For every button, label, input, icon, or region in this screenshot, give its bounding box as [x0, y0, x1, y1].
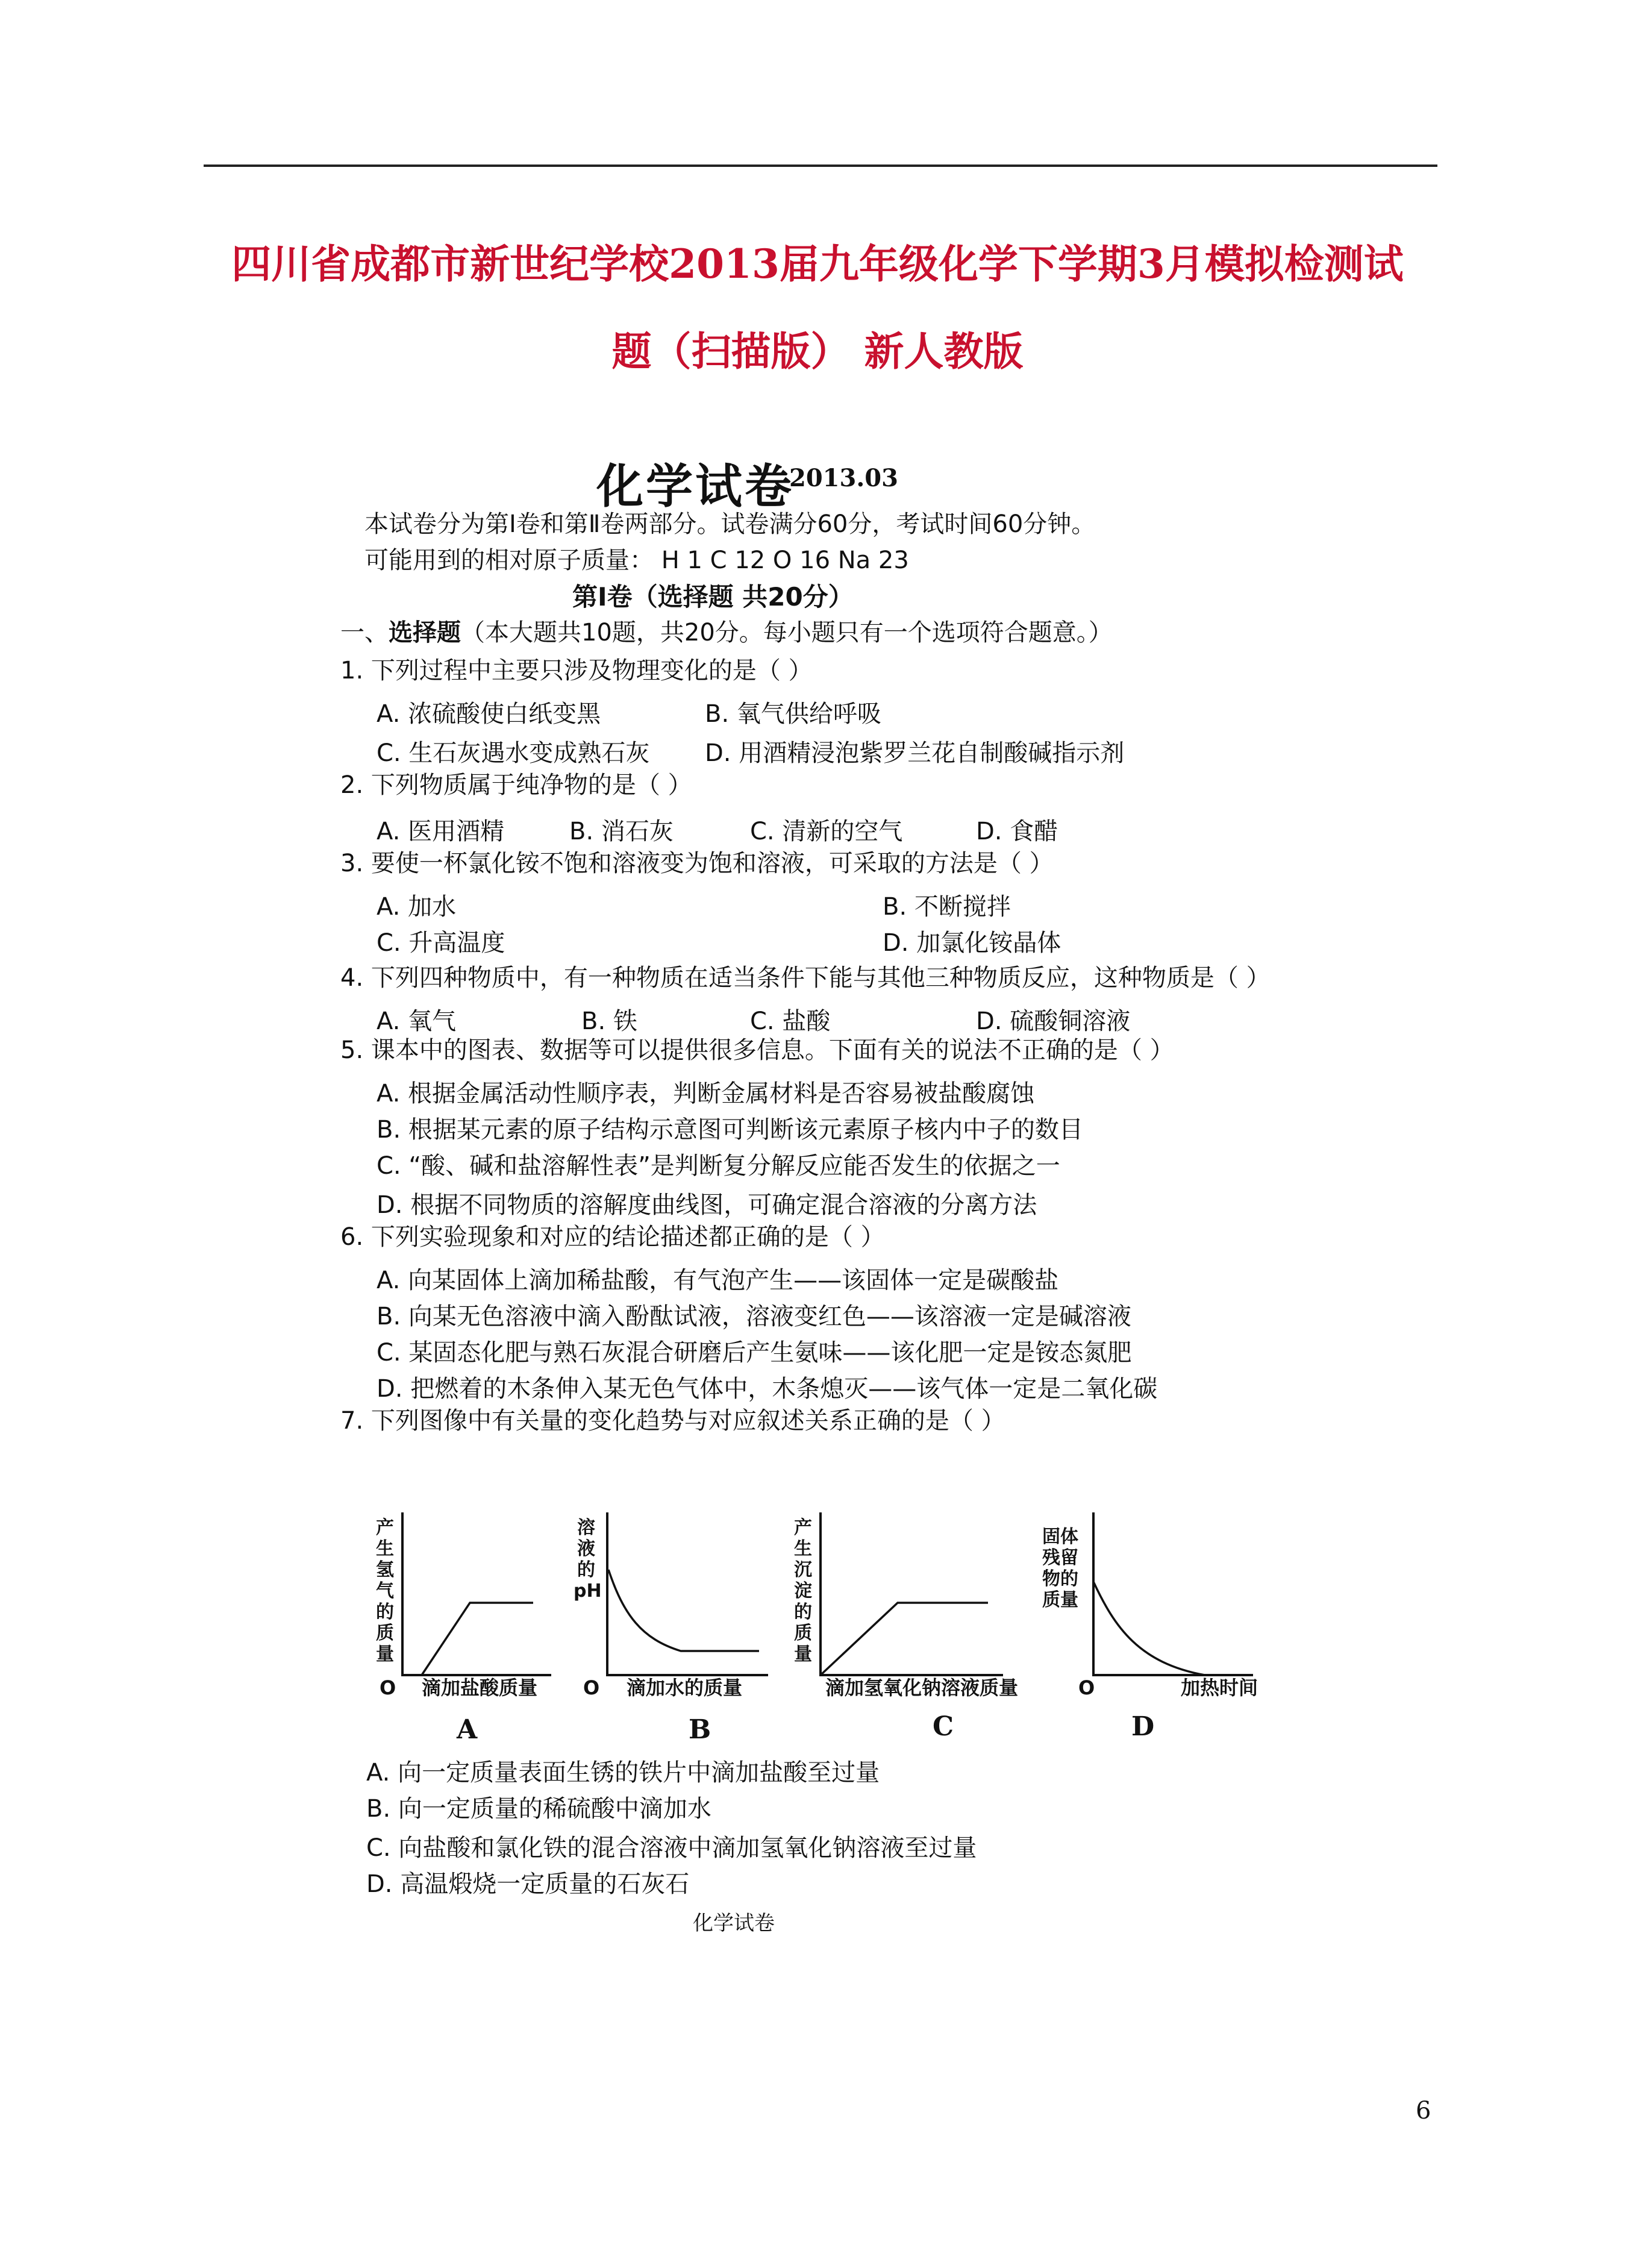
q6-option-c: C. 某固态化肥与熟石灰混合研磨后产生氨味——该化肥一定是铵态氮肥 [377, 1339, 1132, 1367]
q4-option-d: D. 硫酸铜溶液 [976, 1007, 1131, 1035]
q4-option-b: B. 铁 [581, 1007, 637, 1035]
chart-d-origin: O [1078, 1676, 1095, 1699]
exam-title: 化学试卷 [596, 459, 795, 514]
chart-d-axes [1093, 1512, 1253, 1675]
question-3-stem: 3. 要使一杯氯化铵不饱和溶液变为饱和溶液，可采取的方法是（ ） [340, 850, 1054, 877]
chart-c-ylabel-1: 产 [794, 1517, 812, 1538]
chart-c-label: C [933, 1711, 954, 1742]
chart-a-origin: O [380, 1676, 396, 1699]
chart-a [376, 1512, 551, 1699]
chart-a-ylabel-6: 质 [376, 1623, 394, 1644]
question-2-stem: 2. 下列物质属于纯净物的是（ ） [340, 771, 692, 799]
question-1-stem: 1. 下列过程中主要只涉及物理变化的是（ ） [340, 657, 813, 684]
chart-c-ylabel-5: 的 [794, 1602, 812, 1623]
page-footer: 化学试卷 [693, 1911, 775, 1935]
chart-d-ylabel-2: 残留 [1042, 1547, 1078, 1568]
q2-option-d: D. 食醋 [976, 818, 1058, 845]
q4-option-c: C. 盐酸 [750, 1007, 831, 1035]
chart-c-xlabel: 滴加氢氧化钠溶液质量 [825, 1676, 1019, 1699]
chart-d-label: D [1131, 1711, 1155, 1742]
question-7-stem: 7. 下列图像中有关量的变化趋势与对应叙述关系正确的是（ ） [340, 1407, 1005, 1435]
q1-option-a: A. 浓硫酸使白纸变黑 [377, 700, 601, 728]
q1-option-b: B. 氧气供给呼吸 [705, 700, 881, 728]
chart-a-axes [402, 1512, 551, 1675]
chart-c-ylabel-4: 淀 [794, 1580, 812, 1602]
chart-a-label: A [457, 1714, 478, 1745]
chart-b-ylabel-3: 的 [577, 1559, 595, 1580]
section-bold: 选择题 [389, 619, 461, 647]
q3-option-c: C. 升高温度 [377, 929, 505, 957]
chart-c-curve [821, 1603, 988, 1675]
q7-option-d: D. 高温煅烧一定质量的石灰石 [366, 1870, 690, 1898]
q5-option-d: D. 根据不同物质的溶解度曲线图，可确定混合溶液的分离方法 [377, 1191, 1037, 1219]
q5-option-a: A. 根据金属活动性顺序表，判断金属材料是否容易被盐酸腐蚀 [377, 1080, 1035, 1107]
part1-heading: 第Ⅰ卷（选择题 共20分） [572, 582, 854, 612]
chart-d-xlabel: 加热时间 [1181, 1676, 1258, 1699]
chart-d-ylabel-4: 质量 [1042, 1590, 1078, 1611]
chart-b-ylabel-2: 液 [577, 1538, 595, 1559]
chart-a-ylabel-5: 的 [376, 1602, 394, 1623]
chart-c-ylabel-3: 沉 [794, 1559, 812, 1580]
chart-c [794, 1512, 1018, 1699]
section-rest: （本大题共10题，共20分。每小题只有一个选项符合题意。） [461, 619, 1113, 647]
chart-c-ylabel-7: 量 [794, 1644, 812, 1665]
q1-option-c: C. 生石灰遇水变成熟石灰 [377, 739, 650, 767]
chart-b-label: B [689, 1714, 711, 1745]
q6-option-a: A. 向某固体上滴加稀盐酸，有气泡产生——该固体一定是碳酸盐 [377, 1267, 1059, 1294]
q3-option-d: D. 加氯化铵晶体 [883, 929, 1061, 957]
chart-a-ylabel-1: 产 [376, 1517, 394, 1538]
exam-date: 2013.03 [789, 464, 898, 492]
chart-c-ylabel-6: 质 [794, 1623, 812, 1644]
chart-b [574, 1512, 768, 1699]
section-prefix: 一、 [340, 619, 389, 647]
q2-option-a: A. 医用酒精 [377, 818, 505, 845]
question-5-stem: 5. 课本中的图表、数据等可以提供很多信息。下面有关的说法不正确的是（ ） [340, 1036, 1174, 1064]
q5-option-b: B. 根据某元素的原子结构示意图可判断该元素原子核内中子的数目 [377, 1116, 1083, 1144]
chart-d-ylabel-3: 物的 [1042, 1568, 1078, 1590]
intro-line2: 可能用到的相对原子质量： H 1 C 12 O 16 Na 23 [364, 547, 909, 574]
chart-c-ylabel-2: 生 [794, 1538, 812, 1559]
q7-option-a: A. 向一定质量表面生锈的铁片中滴加盐酸至过量 [366, 1759, 880, 1787]
chart-a-curve [422, 1603, 533, 1675]
chart-a-ylabel-3: 氢 [376, 1559, 394, 1580]
intro-line1: 本试卷分为第Ⅰ卷和第Ⅱ卷两部分。试卷满分60分，考试时间60分钟。 [364, 510, 1096, 538]
chart-b-ylabel-4: pH [574, 1580, 602, 1602]
q3-option-b: B. 不断搅拌 [883, 893, 1011, 921]
page-number: 6 [1416, 2097, 1431, 2125]
q6-option-b: B. 向某无色溶液中滴入酚酞试液，溶液变红色——该溶液一定是碱溶液 [377, 1303, 1131, 1330]
doc-title-line2: 题（扫描版） 新人教版 [611, 328, 1024, 375]
q2-option-c: C. 清新的空气 [750, 818, 903, 845]
q7-option-b: B. 向一定质量的稀硫酸中滴加水 [366, 1795, 711, 1823]
chart-d-ylabel-1: 固体 [1042, 1526, 1078, 1547]
q3-option-a: A. 加水 [377, 893, 457, 921]
chart-a-xlabel: 滴加盐酸质量 [422, 1676, 538, 1699]
chart-b-origin: O [583, 1676, 600, 1699]
q4-option-a: A. 氧气 [377, 1007, 457, 1035]
chart-d [1042, 1512, 1258, 1699]
q1-option-d: D. 用酒精浸泡紫罗兰花自制酸碱指示剂 [705, 739, 1125, 767]
chart-a-ylabel-7: 量 [376, 1644, 394, 1665]
chart-b-curve [608, 1570, 759, 1651]
q5-option-c: C. “酸、碱和盐溶解性表”是判断复分解反应能否发生的依据之一 [377, 1152, 1060, 1180]
chart-b-xlabel: 滴加水的质量 [627, 1676, 743, 1699]
chart-b-ylabel-1: 溶 [577, 1517, 595, 1538]
question-4-stem: 4. 下列四种物质中，有一种物质在适当条件下能与其他三种物质反应，这种物质是（ ） [340, 964, 1271, 992]
doc-title-line1: 四川省成都市新世纪学校2013届九年级化学下学期3月模拟检测试 [231, 240, 1404, 287]
chart-a-ylabel-2: 生 [376, 1538, 394, 1559]
q6-option-d: D. 把燃着的木条伸入某无色气体中，木条熄灭——该气体一定是二氧化碳 [377, 1375, 1158, 1403]
q2-option-b: B. 消石灰 [569, 818, 674, 845]
chart-a-ylabel-4: 气 [376, 1580, 394, 1602]
chart-d-curve [1093, 1582, 1205, 1675]
question-6-stem: 6. 下列实验现象和对应的结论描述都正确的是（ ） [340, 1223, 885, 1251]
q7-option-c: C. 向盐酸和氯化铁的混合溶液中滴加氢氧化钠溶液至过量 [366, 1834, 977, 1862]
